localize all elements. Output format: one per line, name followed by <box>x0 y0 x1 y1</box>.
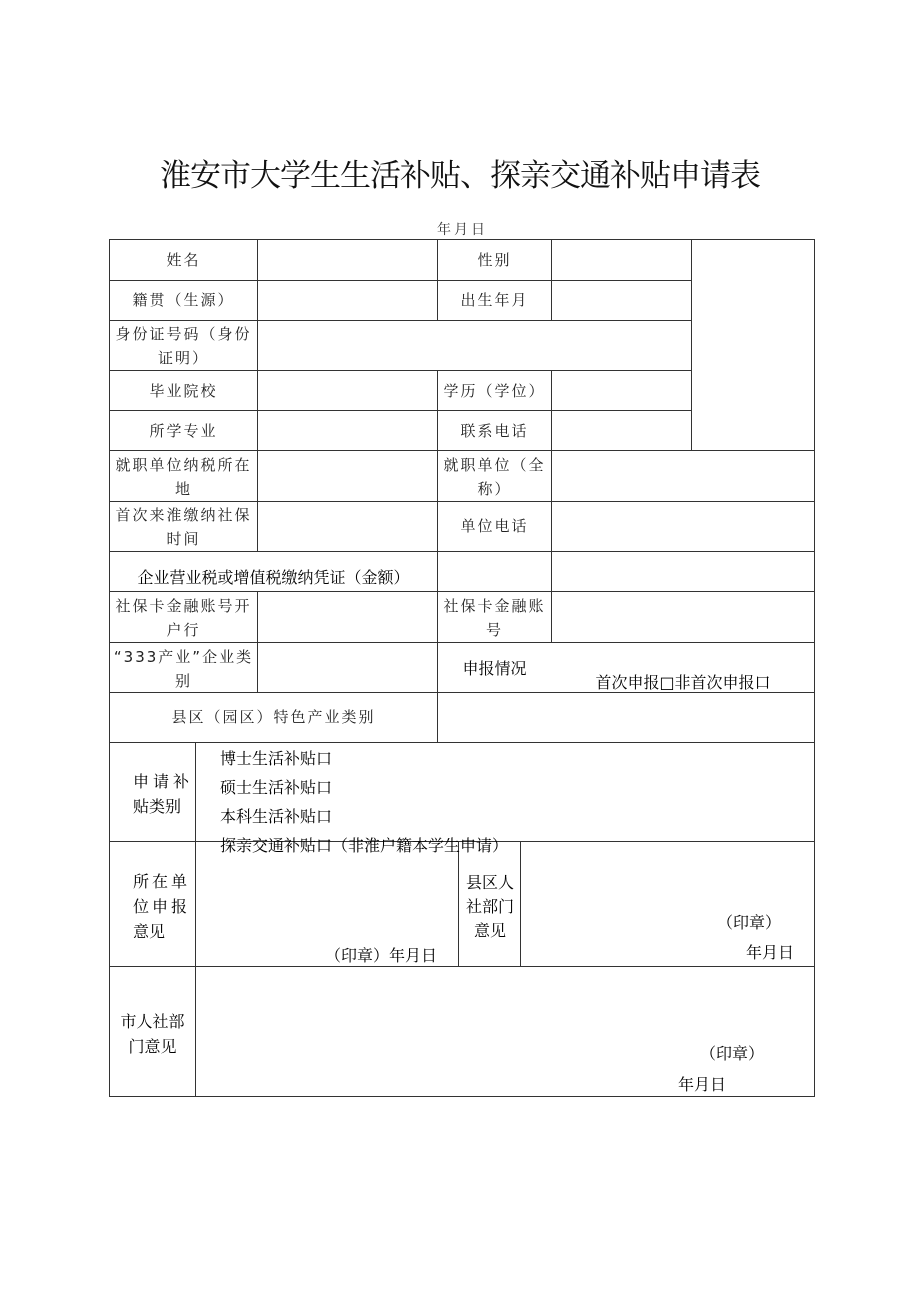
unit-phone-label: 单位电话 <box>460 517 529 535</box>
id-label-line2: 证明） <box>157 349 209 367</box>
major-label: 所学专业 <box>149 422 218 440</box>
bank-account-label-line2: 号 <box>485 621 503 639</box>
tax-certificate-field[interactable] <box>438 552 814 591</box>
employer-label-line2: 称） <box>477 480 512 498</box>
page-title: 淮安市大学生生活补贴、探亲交通补贴申请表 <box>160 158 760 194</box>
first-insurance-label-line1: 首次来淮缴纳社保 <box>115 506 252 524</box>
unit-opinion-label-line1: 所在单 <box>133 872 191 891</box>
unit-opinion-label-line2: 位申报 <box>133 897 191 916</box>
gender-field[interactable] <box>552 240 691 280</box>
first-insurance-field[interactable] <box>258 502 437 551</box>
industry-333-field[interactable] <box>258 643 437 692</box>
phone-field[interactable] <box>552 411 691 450</box>
name-field[interactable] <box>258 240 437 280</box>
tax-location-label-line2: 地 <box>174 480 192 498</box>
subsidy-option-bachelor[interactable]: 本科生活补贴口 <box>220 807 333 826</box>
bank-open-field[interactable] <box>258 592 437 642</box>
bank-account-label-line1: 社保卡金融账 <box>443 597 546 615</box>
id-field[interactable] <box>258 321 691 370</box>
school-label: 毕业院校 <box>149 382 218 400</box>
subsidy-option-travel[interactable]: 探亲交通补贴口（非淮户籍本学生申请） <box>220 836 509 855</box>
first-insurance-label-line2: 时间 <box>166 530 201 548</box>
gender-label: 性别 <box>477 251 512 269</box>
origin-field[interactable] <box>258 281 437 320</box>
city-date: 年月日 <box>678 1075 727 1094</box>
unit-opinion-label-line3: 意见 <box>133 922 166 941</box>
city-seal: （印章） <box>700 1044 765 1063</box>
degree-label: 学历（学位） <box>443 382 546 400</box>
subsidy-option-doctor[interactable]: 博士生活补贴口 <box>220 749 333 768</box>
subsidy-type-label-line1: 申请补 <box>133 772 194 791</box>
declare-status-options[interactable]: 首次申报□非首次申报口 <box>595 673 771 692</box>
name-label: 姓名 <box>166 251 201 269</box>
tax-location-label-line1: 就职单位纳税所在 <box>115 456 252 474</box>
date-label: 年月日 <box>437 222 488 238</box>
birth-field[interactable] <box>552 281 691 320</box>
major-field[interactable] <box>258 411 437 450</box>
tax-location-field[interactable] <box>258 451 437 501</box>
employer-label-line1: 就职单位（全 <box>443 456 546 474</box>
subsidy-option-master[interactable]: 硕士生活补贴口 <box>220 778 333 797</box>
bank-open-label-line2: 户行 <box>166 621 201 639</box>
unit-seal-date: （印章）年月日 <box>325 946 438 965</box>
bank-account-field[interactable] <box>552 592 814 642</box>
origin-label: 籍贯（生源） <box>132 291 235 309</box>
county-opinion-label-line2: 社部门 <box>465 897 514 916</box>
county-date: 年月日 <box>746 943 795 962</box>
city-opinion-label-line2: 门意见 <box>128 1037 177 1056</box>
industry-333-label-line1: “333产业”企业类 <box>113 648 254 666</box>
birth-label: 出生年月 <box>460 291 529 309</box>
county-opinion-label-line1: 县区人 <box>465 873 514 892</box>
city-opinion-label-line1: 市人社部 <box>120 1012 185 1031</box>
id-label-line1: 身份证号码（身份 <box>115 325 252 343</box>
industry-333-label-line2: 别 <box>174 672 192 690</box>
tax-certificate-label: 企业营业税或增值税缴纳凭证（金额） <box>137 568 410 587</box>
subsidy-type-label-line2: 贴类别 <box>133 797 182 816</box>
county-industry-field[interactable] <box>438 693 814 742</box>
county-seal: （印章） <box>717 913 782 932</box>
subsidy-options <box>196 745 796 855</box>
unit-phone-field[interactable] <box>552 502 814 551</box>
county-opinion-label-line3: 意见 <box>473 921 506 940</box>
degree-field[interactable] <box>552 371 691 410</box>
declare-status-label: 申报情况 <box>462 659 527 678</box>
county-industry-label: 县区（园区）特色产业类别 <box>171 708 376 726</box>
employer-field[interactable] <box>552 451 814 501</box>
bank-open-label-line1: 社保卡金融账号开 <box>115 597 252 615</box>
photo-box <box>692 240 814 450</box>
phone-label: 联系电话 <box>460 422 529 440</box>
school-field[interactable] <box>258 371 437 410</box>
